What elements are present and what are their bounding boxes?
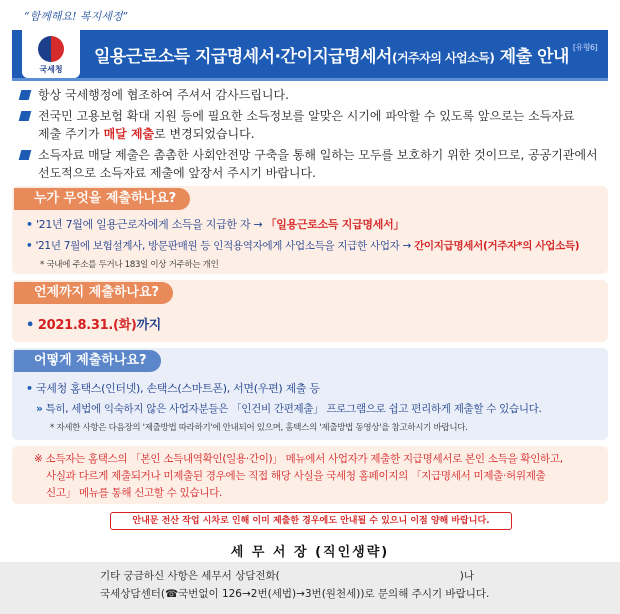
slogan: “함께해요! 복지세정” xyxy=(24,10,129,23)
title-small: (거주자의 사업소득) xyxy=(391,51,495,65)
income-line: 신고」 메뉴를 통해 신고할 수 있습니다. xyxy=(46,487,223,499)
who-heading: 누가 무엇을 제출하나요? xyxy=(20,188,190,210)
logo-text: 국세청 xyxy=(39,65,63,74)
how-item-text: 국세청 홈택스(인터넷), 손택스(스마트폰), 서면(우편) 제출 등 xyxy=(35,382,320,395)
header-banner xyxy=(12,30,608,81)
arrow-icon: » xyxy=(36,403,43,415)
when-heading: 언제까지 제출하나요? xyxy=(20,282,173,304)
footer xyxy=(0,562,620,614)
deadline-date: 2021.8.31.(화) xyxy=(37,318,137,333)
deadline-suffix: 까지 xyxy=(136,318,162,333)
monthly-highlight: 매달 제출 xyxy=(103,127,155,141)
page-title xyxy=(94,42,597,67)
title-end: 제출 안내 xyxy=(494,47,569,67)
signature: 세 무 서 장 (직인생략) xyxy=(230,545,390,560)
nts-logo xyxy=(22,30,80,78)
who-item-text: '21년 7월에 보험설계사, 방문판매원 등 인적용역자에게 사업소득을 지급한 사업자 → xyxy=(35,240,415,252)
intro-line: 전국민 고용보험 확대 지원 등에 필요한 소득정보를 알맞은 시기에 파악할 수 있도록 앞으로는 소득자료 xyxy=(38,109,575,123)
bullet-dot-icon: • xyxy=(26,318,35,333)
title-main: 일용근로소득 지급명세서·간이지급명세서 xyxy=(94,47,392,67)
taegeuk-icon xyxy=(38,36,64,62)
intro-line: 로 변경되었습니다. xyxy=(154,127,255,141)
footer-text: 기타 궁금하신 사항은 세무서 상담전화( xyxy=(100,570,280,582)
notice-box: 안내문 전산 작업 시차로 인해 이미 제출한 경우에도 안내될 수 있으니 이점 양해 바랍니다. xyxy=(110,512,512,530)
intro-section xyxy=(20,86,605,185)
title-tag: [유형6] xyxy=(572,43,598,52)
how-item xyxy=(26,380,320,396)
how-item-text: 특히, 세법에 익숙하지 않은 사업자분들은 「인건비 간편제출」 프로그램으로 쉽고 편리하게 제출할 수 있습니다. xyxy=(45,403,542,415)
intro-line: 항상 국세행정에 협조하여 주셔서 감사드립니다. xyxy=(38,88,289,102)
income-line: 사실과 다르게 제출되거나 미제출된 경우에는 직접 해당 사실을 국세청 홈페이지의 「지급명세서 미제출·허위제출 xyxy=(46,470,546,482)
intro-line: 소득자료 매달 제출은 촘촘한 사회안전망 구축을 통해 일하는 모두를 보호하기 위한 것이므로, 공공기관에서 xyxy=(38,148,598,162)
footer-line: 국세상담센터(☎국번없이 126→2번(세법)→3번(원천세))로 문의해 주시기 바랍니다. xyxy=(100,588,490,600)
bullet-icon xyxy=(19,150,32,160)
intro-line: 선도적으로 소득자료 제출에 앞장서 주시기 바랍니다. xyxy=(38,166,316,180)
how-heading: 어떻게 제출하나요? xyxy=(20,350,161,372)
who-item-highlight: 간이지급명세서(거주자*의 사업소득) xyxy=(414,240,580,252)
footer-text: )나 xyxy=(459,570,474,582)
who-item xyxy=(26,216,404,232)
who-item-highlight: 「일용근로소득 지급명세서」 xyxy=(265,218,405,231)
intro-item xyxy=(20,107,605,143)
income-line: ※ 소득자는 홈택스의 「본인 소득내역확인(일용·간이)」 메뉴에서 사업자가 제출한 지급명세서로 본인 소득을 확인하고, xyxy=(34,453,563,465)
who-item-text: '21년 7월에 일용근로자에게 소득을 지급한 자 → xyxy=(35,218,266,231)
intro-item xyxy=(20,146,605,182)
footer-line xyxy=(100,568,474,583)
bullet-icon xyxy=(19,90,32,100)
intro-item xyxy=(20,86,605,104)
bullet-dot-icon: • xyxy=(26,240,33,252)
bullet-icon xyxy=(19,111,32,121)
who-item xyxy=(26,238,579,253)
intro-line: 제출 주기가 xyxy=(38,127,104,141)
bullet-dot-icon: • xyxy=(26,382,33,395)
who-note: * 국내에 주소를 두거나 183일 이상 거주하는 개인 xyxy=(40,260,219,270)
how-item xyxy=(36,401,542,416)
deadline xyxy=(26,314,161,333)
bullet-dot-icon: • xyxy=(26,218,33,231)
how-note: * 자세한 사항은 다음장의 '제출방법 따라하기'에 안내되어 있으며, 홈택스의 '제출방법 동영상'을 참고하시기 바랍니다. xyxy=(50,423,468,433)
